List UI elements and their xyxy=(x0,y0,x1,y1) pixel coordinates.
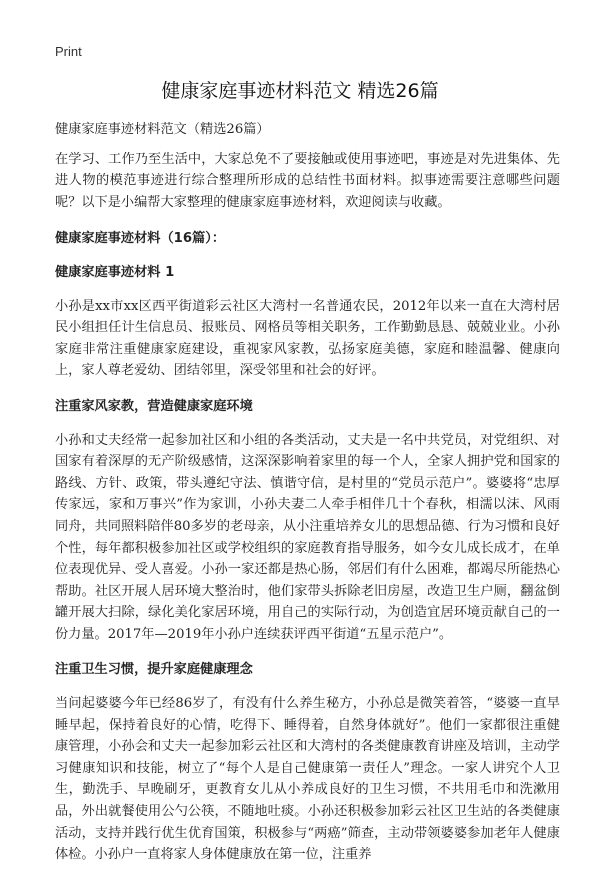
article-subtitle: 健康家庭事迹材料范文（精选26篇） xyxy=(55,122,270,137)
intro-paragraph: 在学习、工作乃至生活中，大家总免不了要接触或使用事迹吧，事迹是对先进集体、先进人物的模范事迹进行综合整理所形成的总结性书面材料。拟事迹需要注意哪些问题呢？以下是小编帮大家整理的健康家庭事迹材料，欢迎阅读与收藏。 xyxy=(55,151,560,210)
subheading-hygiene: 注重卫生习惯，提升家庭健康理念 xyxy=(55,662,253,678)
article-body xyxy=(55,119,560,880)
subheading-family-values: 注重家风家教，营造健康家庭环境 xyxy=(55,398,253,414)
item-heading: 健康家庭事迹材料 1 xyxy=(55,264,175,280)
body-paragraph-1: 小孙是xx市xx区西平街道彩云社区大湾村一名普通农民，2012年以来一直在大湾村居民小组担任计生信息员、报账员、网格员等相关职务，工作勤勤恳恳、兢兢业业。小孙家庭非常注重健康家庭建设，重视家风家教，弘扬家庭美德，家庭和睦温馨、健康向上，家人尊老爱幼、团结邻里，深受邻里和社会的好评。 xyxy=(55,298,560,379)
print-link[interactable]: Print xyxy=(55,44,82,59)
page-title: 健康家庭事迹材料范文 精选26篇 xyxy=(161,80,439,102)
section-heading: 健康家庭事迹材料（16篇）： xyxy=(55,231,226,247)
body-paragraph-3: 当问起婆婆今年已经86岁了，有没有什么养生秘方，小孙总是微笑着答，“婆婆一直早睡早起，保持着良好的心情，吃得下、睡得着，自然身体就好”。他们一家都很注重健康管理，小孙会和丈夫一起参加彩云社区和大湾村的各类健康教育讲座及培训，主动学习健康知识和技能，树立了“每个人是自己健康第一责任人”理念。一家人讲究个人卫生，勤洗手、早晚刷牙，更教育女儿从小养成良好的卫生习惯，不共用毛巾和洗漱用品，外出就餐使用公勺公筷，不随地吐痰。小孙还积极参加彩云社区卫生站的各类健康活动，支持并践行优生优育国策，积极参与“两癌”筛查，主动带领婆婆参加老年人健康体检。小孙户一直将家人身体健康放在第一位，注重养 xyxy=(55,696,560,863)
body-paragraph-2: 小孙和丈夫经常一起参加社区和小组的各类活动，丈夫是一名中共党员，对党组织、对国家有着深厚的无产阶级感情，这深深影响着家里的每一个人，全家人拥护党和国家的路线、方针、政策，带头遵纪守法、慎谐守信，是村里的“党员示范户”。婆婆将“忠厚传家远，家和万事兴”作为家训，小孙夫妻二人牵手相伴几十个春秋，相濡以沫、风雨同舟，共同照料陪伴80多岁的老母亲，从小注重培养女儿的思想品德、行为习惯和良好个性，每年都积极参加社区或学校组织的家庭教育指导服务，如今女儿成长成才，在单位表现优异、受人喜爱。小孙一家还都是热心肠，邻居们有什么困难，都竭尽所能热心帮助。社区开展人居环境大整治时，他们家带头拆除老旧房屋，改造卫生户厕，翻盆倒罐开展大扫除，绿化美化家居环境，用自己的实际行动，为创造宜居环境贡献自己的一份力量。2017年—2019年小孙户连续获评西平街道“五星示范户”。 xyxy=(55,432,560,642)
